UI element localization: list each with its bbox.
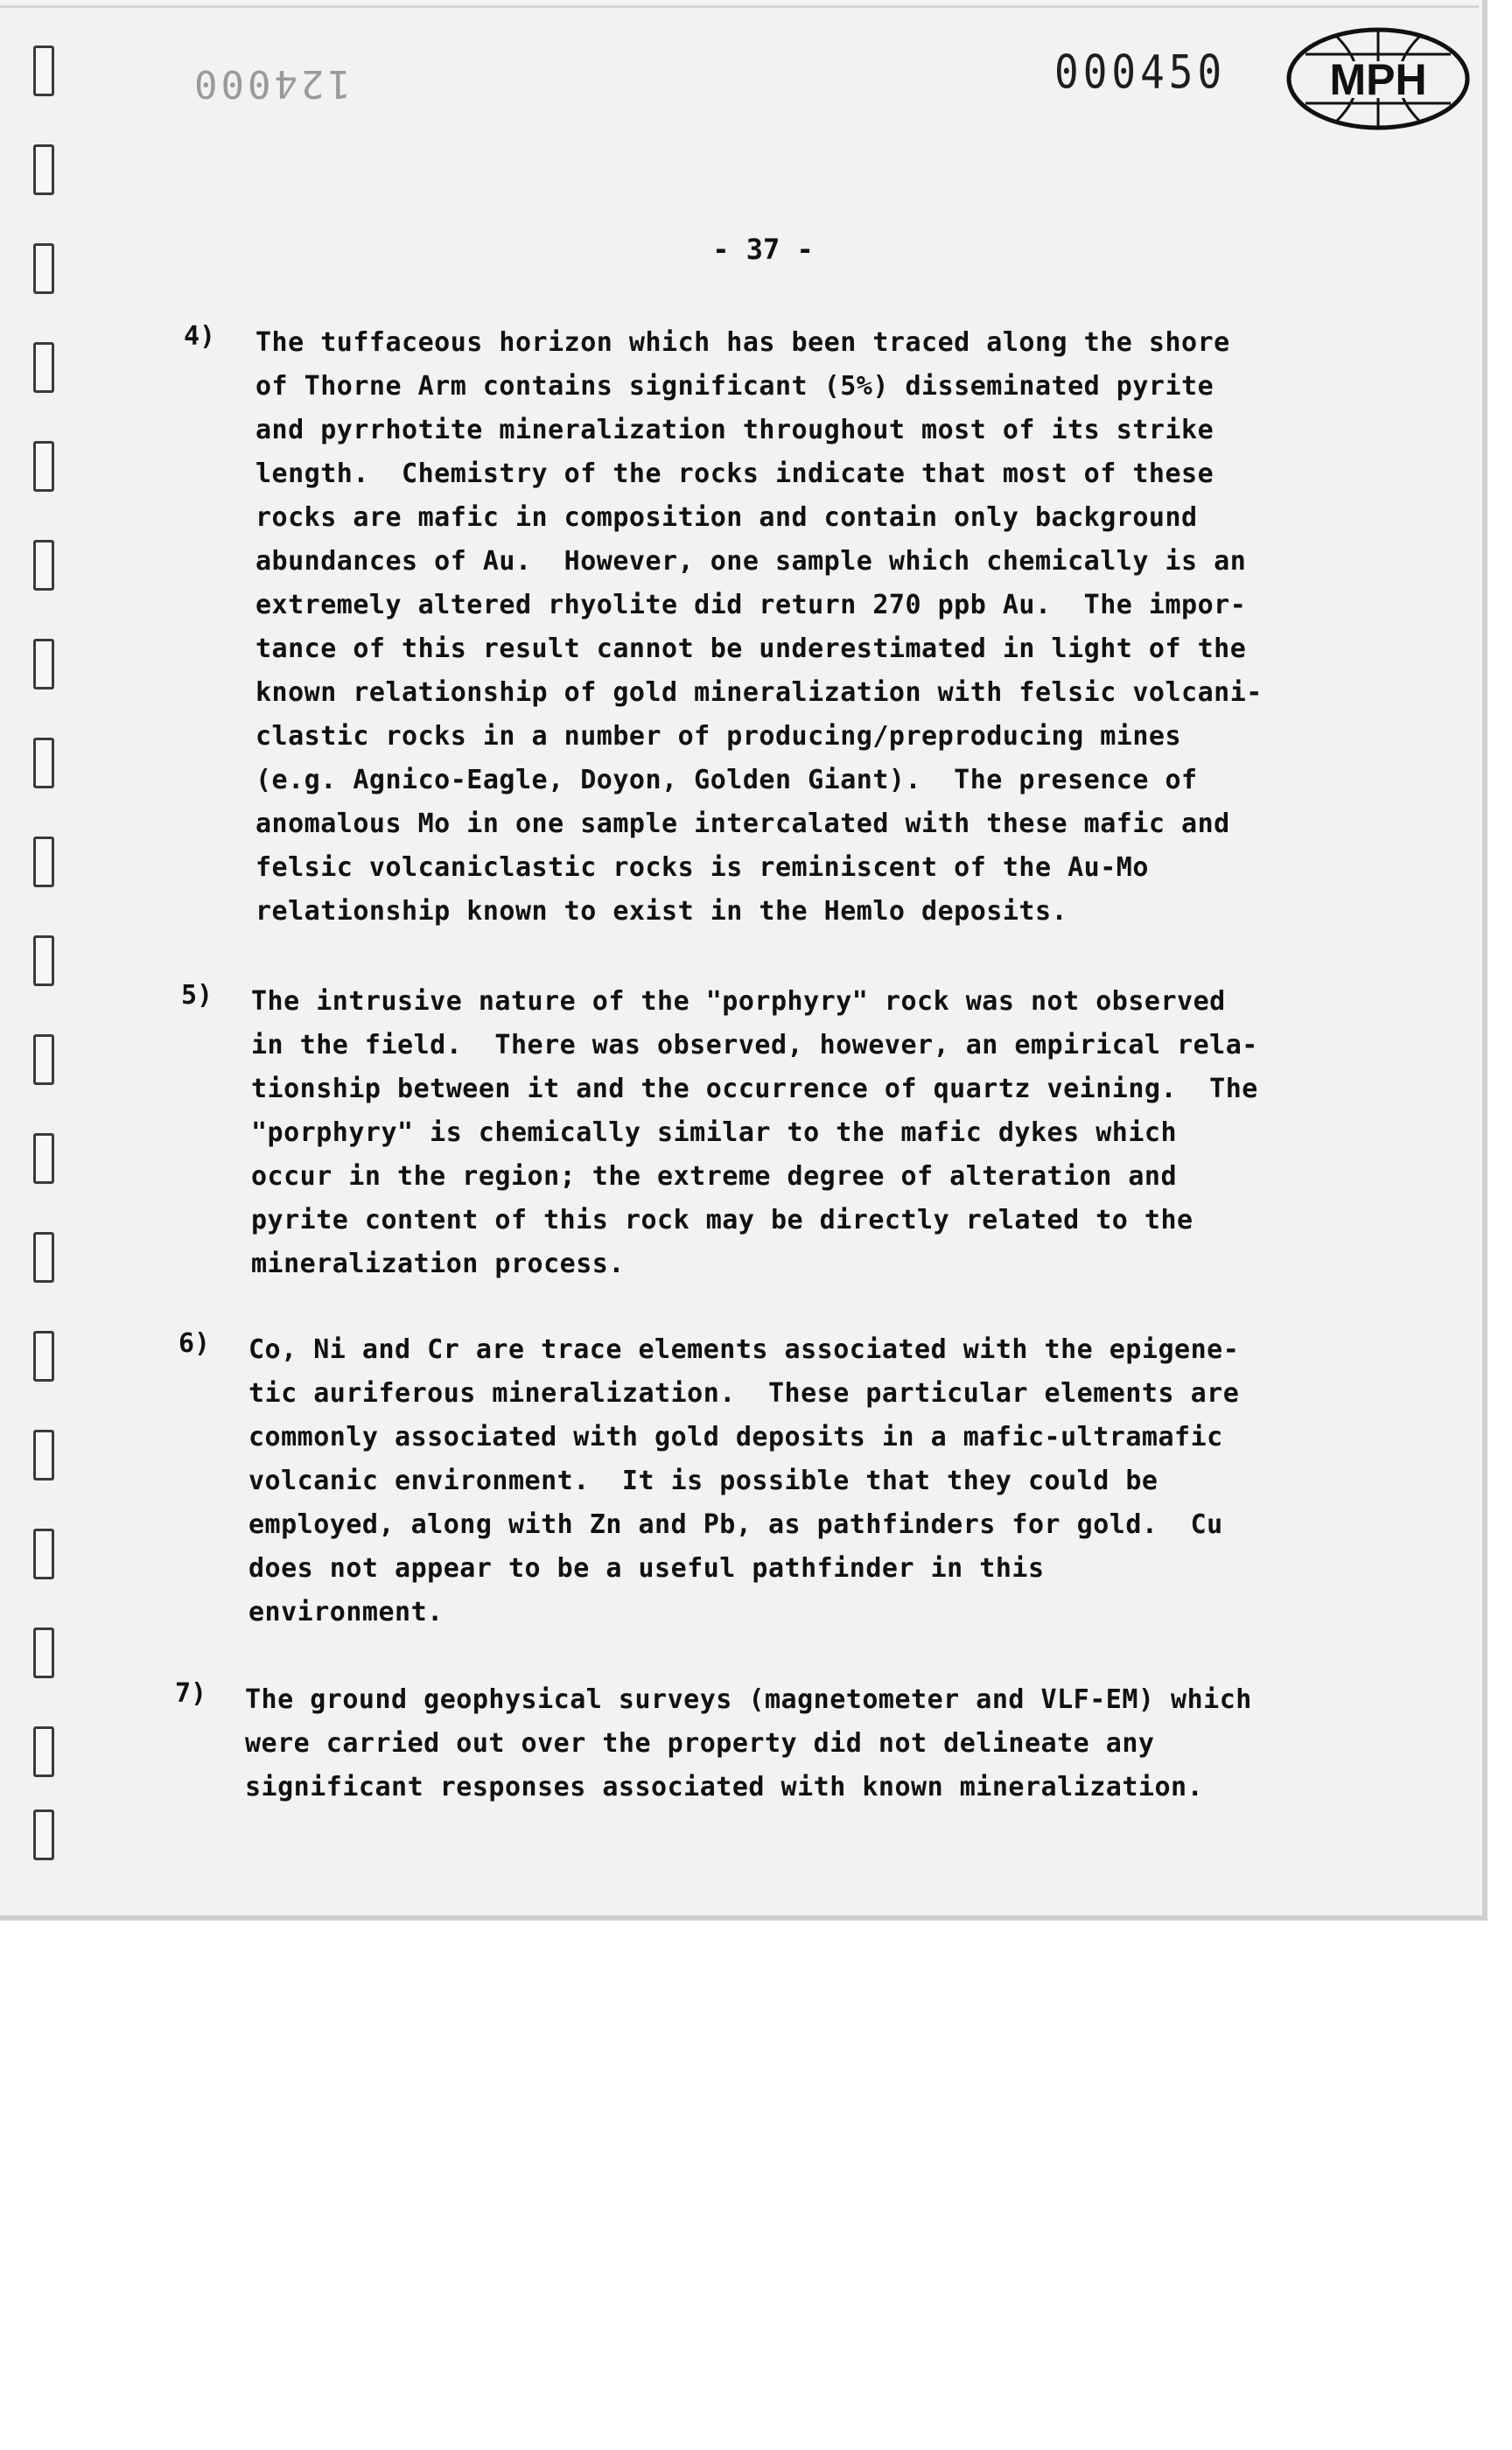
text-line: tic auriferous mineralization. These particular elements are <box>248 1378 1240 1409</box>
punch-hole <box>33 441 54 492</box>
punch-hole <box>33 738 54 788</box>
punch-hole <box>33 46 54 96</box>
punch-hole <box>33 935 54 986</box>
text-line: in the field. There was observed, however, an empirical rela- <box>251 1030 1258 1060</box>
text-line: were carried out over the property did not delineate any <box>245 1728 1155 1759</box>
text-line: significant responses associated with known mineralization. <box>245 1772 1204 1802</box>
text-line: pyrite content of this rock may be directly related to the <box>251 1205 1194 1236</box>
text-line: abundances of Au. However, one sample which chemically is an <box>256 546 1247 577</box>
text-line: occur in the region; the extreme degree of alteration and <box>251 1161 1178 1192</box>
text-line: environment. <box>248 1597 444 1628</box>
item-number: 6) <box>178 1328 211 1359</box>
text-line: "porphyry" is chemically similar to the mafic dykes which <box>251 1117 1178 1148</box>
svg-text:MPH: MPH <box>1329 55 1427 104</box>
item-number: 4) <box>184 321 216 352</box>
item-paragraph <box>248 1328 1239 1634</box>
mph-logo <box>1284 24 1472 133</box>
item-number: 5) <box>181 980 214 1011</box>
item-paragraph <box>256 321 1263 934</box>
punch-hole <box>33 1529 54 1579</box>
text-line: The ground geophysical surveys (magnetometer and VLF-EM) which <box>245 1684 1252 1715</box>
punch-hole <box>33 836 54 887</box>
text-line: clastic rocks in a number of producing/preproducing mines <box>256 721 1182 752</box>
text-line: relationship known to exist in the Hemlo deposits. <box>256 896 1068 927</box>
text-line: anomalous Mo in one sample intercalated with these mafic and <box>256 808 1230 839</box>
punch-hole <box>33 1133 54 1184</box>
text-line: (e.g. Agnico-Eagle, Doyon, Golden Giant). The presence of <box>256 765 1198 795</box>
page-edge-rule <box>0 5 1479 8</box>
punch-hole <box>33 144 54 195</box>
punch-hole <box>33 1232 54 1283</box>
punch-hole <box>33 1628 54 1678</box>
punch-hole <box>33 639 54 690</box>
punch-hole <box>33 342 54 393</box>
document-stamp-number: 000450 <box>1054 44 1227 100</box>
text-line: extremely altered rhyolite did return 270 ppb Au. The impor- <box>256 590 1247 620</box>
punch-hole <box>33 1430 54 1480</box>
punch-hole <box>33 1726 54 1777</box>
text-line: and pyrrhotite mineralization throughout most of its strike <box>256 415 1214 445</box>
text-line: tance of this result cannot be underestimated in light of the <box>256 634 1247 664</box>
text-line: employed, along with Zn and Pb, as pathfinders for gold. Cu <box>248 1509 1223 1540</box>
faint-stamp-number: 124000 <box>191 61 351 106</box>
text-line: volcanic environment. It is possible that they could be <box>248 1466 1158 1496</box>
punch-hole <box>33 1810 54 1860</box>
text-line: rocks are mafic in composition and contain only background <box>256 502 1198 533</box>
item-number: 7) <box>175 1678 207 1709</box>
punch-hole <box>33 1034 54 1085</box>
text-line: tionship between it and the occurrence of quartz veining. The <box>251 1074 1258 1104</box>
text-line: commonly associated with gold deposits in a mafic-ultramafic <box>248 1422 1223 1452</box>
text-line: length. Chemistry of the rocks indicate that most of these <box>256 458 1214 489</box>
text-line: The intrusive nature of the "porphyry" rock was not observed <box>251 986 1226 1017</box>
item-paragraph <box>251 980 1258 1286</box>
punch-hole-margin <box>33 46 60 1866</box>
punch-hole <box>33 1331 54 1382</box>
punch-hole <box>33 540 54 591</box>
item-paragraph <box>245 1678 1252 1810</box>
page-number: - 37 - <box>712 233 814 266</box>
text-line: The tuffaceous horizon which has been traced along the shore <box>256 327 1230 358</box>
text-line: known relationship of gold mineralization with felsic volcani- <box>256 677 1263 708</box>
text-line: mineralization process. <box>251 1249 625 1279</box>
text-line: does not appear to be a useful pathfinder in this <box>248 1553 1045 1584</box>
text-line: felsic volcaniclastic rocks is reminiscent of the Au-Mo <box>256 852 1149 883</box>
text-line: of Thorne Arm contains significant (5%) disseminated pyrite <box>256 371 1214 402</box>
text-line: Co, Ni and Cr are trace elements associated with the epigene- <box>248 1334 1240 1365</box>
